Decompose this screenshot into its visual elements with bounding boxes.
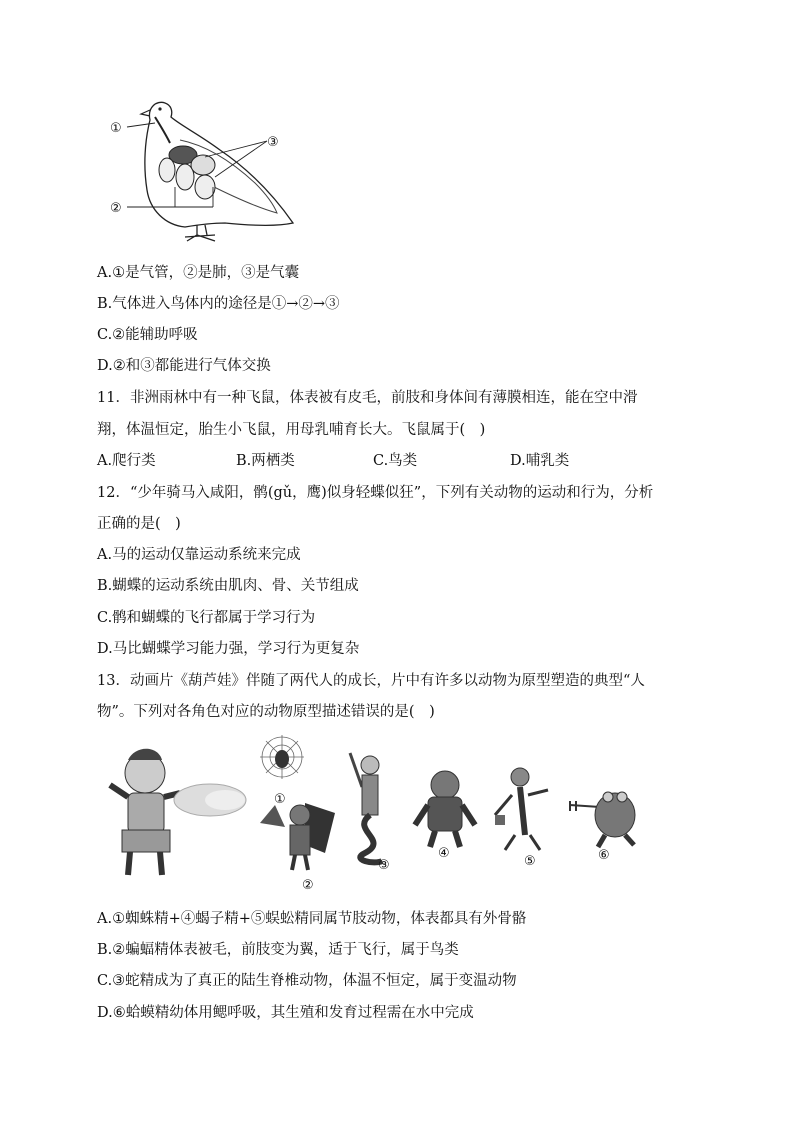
centipede-spirit-illustration — [495, 768, 548, 850]
figure-label-1: ① — [274, 792, 286, 807]
spider-illustration — [260, 735, 304, 779]
air-sac-4 — [195, 175, 215, 199]
bird-legs — [185, 225, 215, 241]
q13-option-d: D.⑥蛤蟆精幼体用鳃呼吸，其生殖和发育过程需在水中完成 — [97, 1005, 474, 1021]
q11-stem-line-1: 11．非洲雨林中有一种飞鼠，体表被有皮毛，前肢和身体间有薄膜相连，能在空中滑 — [97, 390, 638, 406]
bird-eye — [158, 107, 161, 110]
calabash-characters-figure — [100, 735, 660, 895]
figure-label-3: ③ — [378, 858, 390, 873]
q12-option-c: C.鹘和蝴蝶的飞行都属于学习行为 — [97, 610, 316, 626]
q11-option-a: A.爬行类 — [97, 453, 156, 469]
calabash-boy-illustration — [110, 749, 246, 875]
air-sac-1 — [159, 158, 175, 182]
label-2: ② — [110, 201, 122, 216]
q11-option-b: B.两栖类 — [236, 453, 295, 469]
q10-option-c: C.②能辅助呼吸 — [97, 327, 198, 343]
label-3: ③ — [267, 135, 279, 150]
q11-stem-line-2: 翔，体温恒定，胎生小飞鼠，用母乳哺育长大。飞鼠属于( ) — [97, 422, 486, 438]
q12-stem-line-2: 正确的是( ) — [97, 516, 181, 532]
trachea — [155, 117, 170, 143]
q10-option-a: A.①是气管，②是肺，③是气囊 — [97, 265, 300, 281]
scorpion-spirit-illustration — [415, 771, 475, 847]
snake-spirit-illustration — [350, 753, 382, 862]
figure-label-6: ⑥ — [598, 848, 610, 863]
q12-option-b: B.蝴蝶的运动系统由肌肉、骨、关节组成 — [97, 578, 359, 594]
q13-option-c: C.③蛇精成为了真正的陆生脊椎动物，体温不恒定，属于变温动物 — [97, 973, 517, 989]
q13-stem-line-1: 13．动画片《葫芦娃》伴随了两代人的成长，片中有许多以动物为原型塑造的典型“人 — [97, 673, 645, 689]
figure-label-2: ② — [302, 878, 314, 893]
q10-option-b: B.气体进入鸟体内的途径是①→②→③ — [97, 296, 340, 312]
q12-option-d: D.马比蝴蝶学习能力强，学习行为更复杂 — [97, 641, 360, 657]
q10-option-d: D.②和③都能进行气体交换 — [97, 358, 271, 374]
bird-beak — [141, 110, 150, 116]
q12-option-a: A.马的运动仅靠运动系统来完成 — [97, 547, 301, 563]
bird-respiratory-figure — [105, 95, 300, 245]
q12-stem-line-1: 12．“少年骑马入咸阳，鹘(gǔ，鹰)似身轻蝶似狂”，下列有关动物的运动和行为，分析 — [97, 485, 654, 501]
q13-stem-line-2: 物”。下列对各角色对应的动物原型描述错误的是( ) — [97, 704, 435, 720]
q11-option-d: D.哺乳类 — [510, 453, 570, 469]
figure-label-5: ⑤ — [524, 854, 536, 869]
q11-option-c: C.鸟类 — [373, 453, 418, 469]
air-sac-3 — [191, 155, 215, 175]
toad-spirit-illustration — [570, 792, 635, 847]
bat-spirit-illustration — [260, 803, 335, 870]
label-1: ① — [110, 121, 122, 136]
q13-option-b: B.②蝙蝠精体表被毛，前肢变为翼，适于飞行，属于鸟类 — [97, 942, 459, 958]
q13-option-a: A.①蜘蛛精+④蝎子精+⑤蜈蚣精同属节肢动物，体表都具有外骨骼 — [97, 911, 527, 927]
figure-label-4: ④ — [438, 846, 450, 861]
